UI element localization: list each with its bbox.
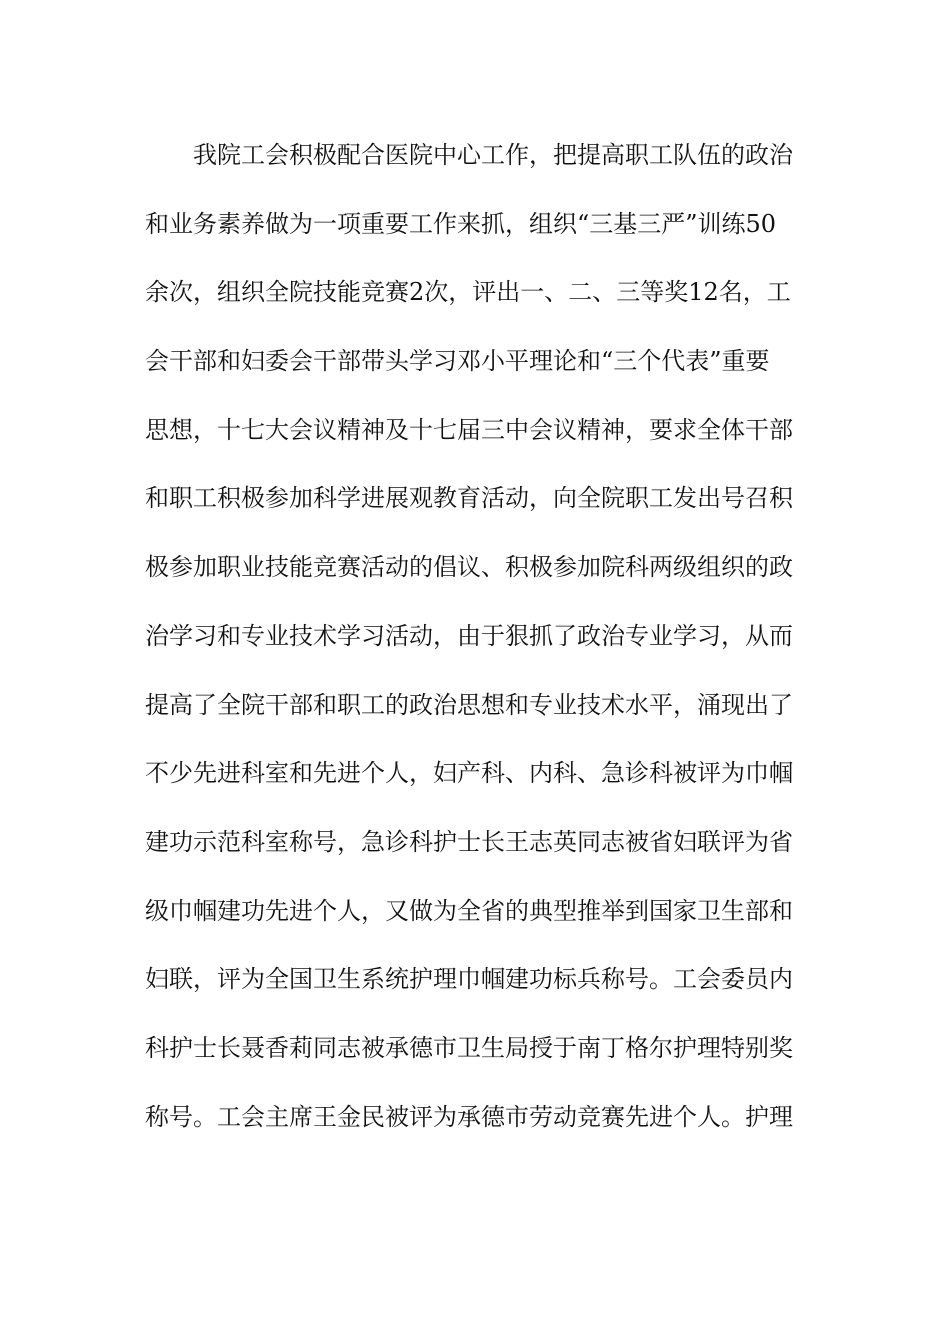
paragraph-line-15: 称号。工会主席王金民被评为承德市劳动竞赛先进个人。护理 [145, 1102, 793, 1131]
paragraph-line-7: 极参加职业技能竞赛活动的倡议、积极参加院科两级组织的政 [145, 553, 793, 582]
paragraph-line-10: 不少先进科室和先进个人，妇产科、内科、急诊科被评为巾帼 [145, 759, 793, 788]
paragraph-line-14: 科护士长聂香莉同志被承德市卫生局授于南丁格尔护理特别奖 [145, 1033, 793, 1062]
paragraph-line-12: 级巾帼建功先进个人，又做为全省的典型推举到国家卫生部和 [145, 896, 793, 925]
paragraph-line-1: 我院工会积极配合医院中心工作，把提高职工队伍的政治 [193, 141, 793, 169]
paragraph-line-2: 和业务素养做为一项重要工作来抓，组织“三基三严”训练50 [145, 209, 777, 238]
paragraph-line-4: 会干部和妇委会干部带头学习邓小平理论和“三个代表”重要 [145, 347, 770, 376]
paragraph-line-8: 治学习和专业技术学习活动，由于狠抓了政治专业学习，从而 [145, 621, 793, 650]
body-paragraph [145, 134, 810, 1164]
paragraph-line-5: 思想，十七大会议精神及十七届三中会议精神，要求全体干部 [145, 415, 793, 444]
paragraph-line-9: 提高了全院干部和职工的政治思想和专业技术水平，涌现出了 [145, 690, 793, 719]
paragraph-line-13: 妇联，评为全国卫生系统护理巾帼建功标兵称号。工会委员内 [145, 965, 793, 994]
paragraph-line-3: 余次，组织全院技能竞赛2次，评出一、二、三等奖12名，工 [145, 278, 791, 307]
paragraph-line-6: 和职工积极参加科学进展观教育活动，向全院职工发出号召积 [145, 484, 793, 513]
paragraph-line-11: 建功示范科室称号，急诊科护士长王志英同志被省妇联评为省 [145, 827, 793, 856]
